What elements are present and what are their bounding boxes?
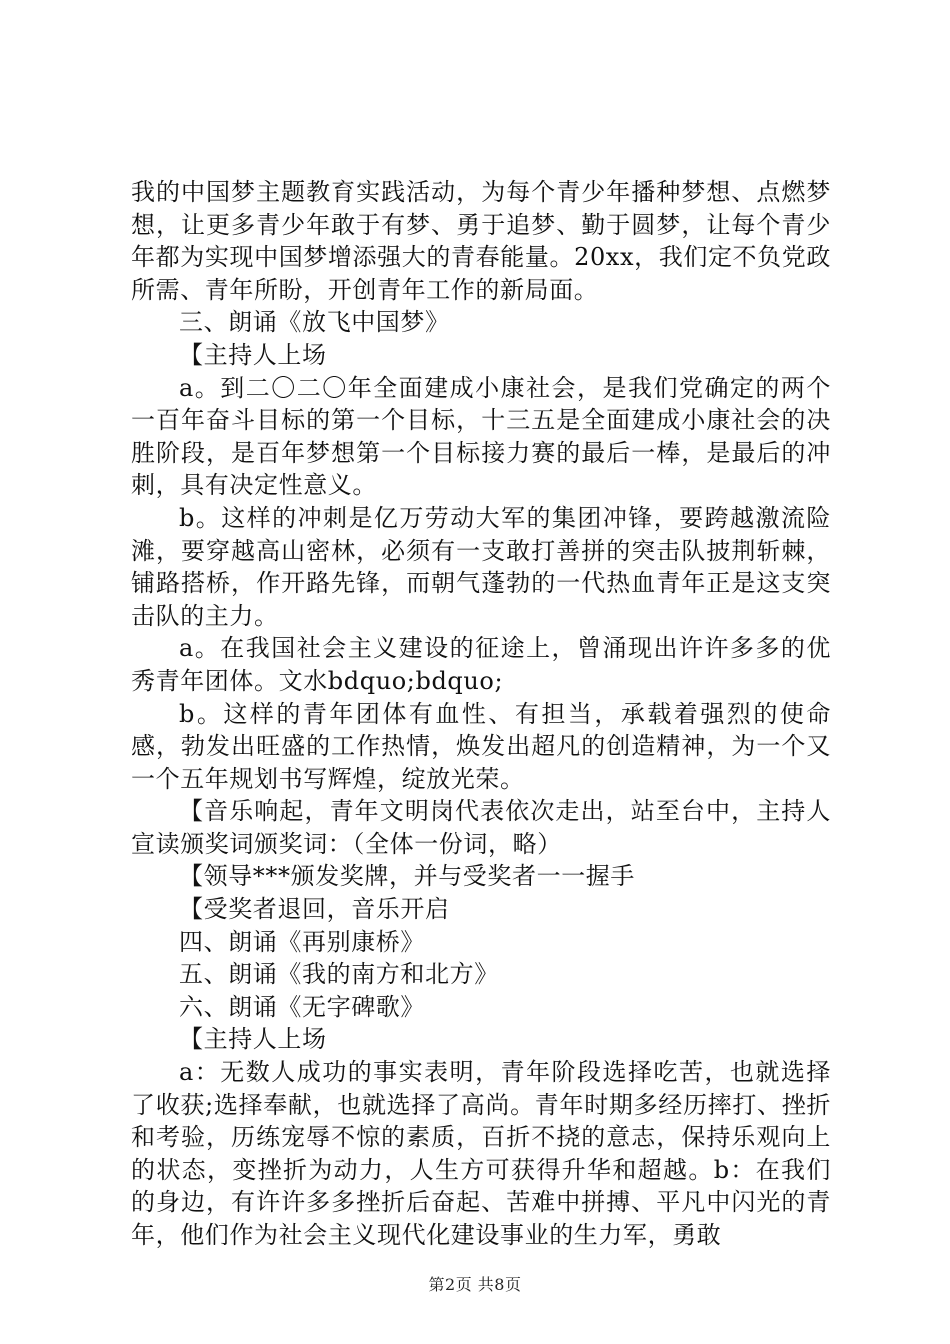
document-body [131,176,831,1252]
stage-direction-return: 【受奖者退回，音乐开启 [179,895,450,924]
page-number-footer: 第2页 共8页 [428,1275,522,1294]
section-heading-6: 六、朗诵《无字碑歌》 [179,992,425,1021]
host-line-a-3: a：无数人成功的事实表明，青年阶段选择吃苦，也就选择了收获;选择奉献，也就选择了高尚。青年时期多经历摔打、挫折和考验，历练宠辱不惊的素质，百折不挠的意志，保持乐观向上的状态，变挫折为动力，人生方可获得升华和超越。b：在我们的身边，有许许多多挫折后奋起、苦难中拼搏、平凡中闪光的青年，他们作为社会主义现代化建设事业的生力军，勇敢 [131,1058,831,1249]
host-line-a-1: a。到二〇二〇年全面建成小康社会，是我们党确定的两个一百年奋斗目标的第一个目标，十三五是全面建成小康社会的决胜阶段，是百年梦想第一个目标接力赛的最后一棒，是最后的冲刺，具有决定性意义。 [131,373,831,500]
paragraph-1: 我的中国梦主题教育实践活动，为每个青少年播种梦想、点燃梦想，让更多青少年敢于有梦、勇于追梦、勤于圆梦，让每个青少年都为实现中国梦增添强大的青春能量。20xx，我们定不负党政所需、青年所盼，开创青年工作的新局面。 [131,178,831,304]
stage-direction-award: 【领导***颁发奖牌，并与受奖者一一握手 [179,862,635,891]
stage-direction-host-enter: 【主持人上场 [179,340,327,369]
stage-direction-host-enter-2: 【主持人上场 [179,1025,327,1054]
section-heading-5: 五、朗诵《我的南方和北方》 [179,960,499,989]
stage-direction-music: 【音乐响起，青年文明岗代表依次走出，站至台中，主持人宣读颁奖词颁奖词：（全体一份词，略） [131,797,831,858]
host-line-b-2: b。这样的青年团体有血性、有担当，承载着强烈的使命感，勃发出旺盛的工作热情，焕发出超凡的创造精神，为一个又一个五年规划书写辉煌，绽放光荣。 [131,699,831,793]
host-line-b-1: b。这样的冲刺是亿万劳动大军的集团冲锋，要跨越激流险滩，要穿越高山密林，必须有一支敢打善拼的突击队披荆斩棘，铺路搭桥，作开路先锋，而朝气蓬勃的一代热血青年正是这支突击队的主力。 [131,503,831,630]
section-heading-3: 三、朗诵《放飞中国梦》 [179,308,450,337]
host-line-a-2: a。在我国社会主义建设的征途上，曾涌现出许许多多的优秀青年团体。文水bdquo;bdquo; [131,634,831,695]
section-heading-4: 四、朗诵《再别康桥》 [179,927,425,956]
